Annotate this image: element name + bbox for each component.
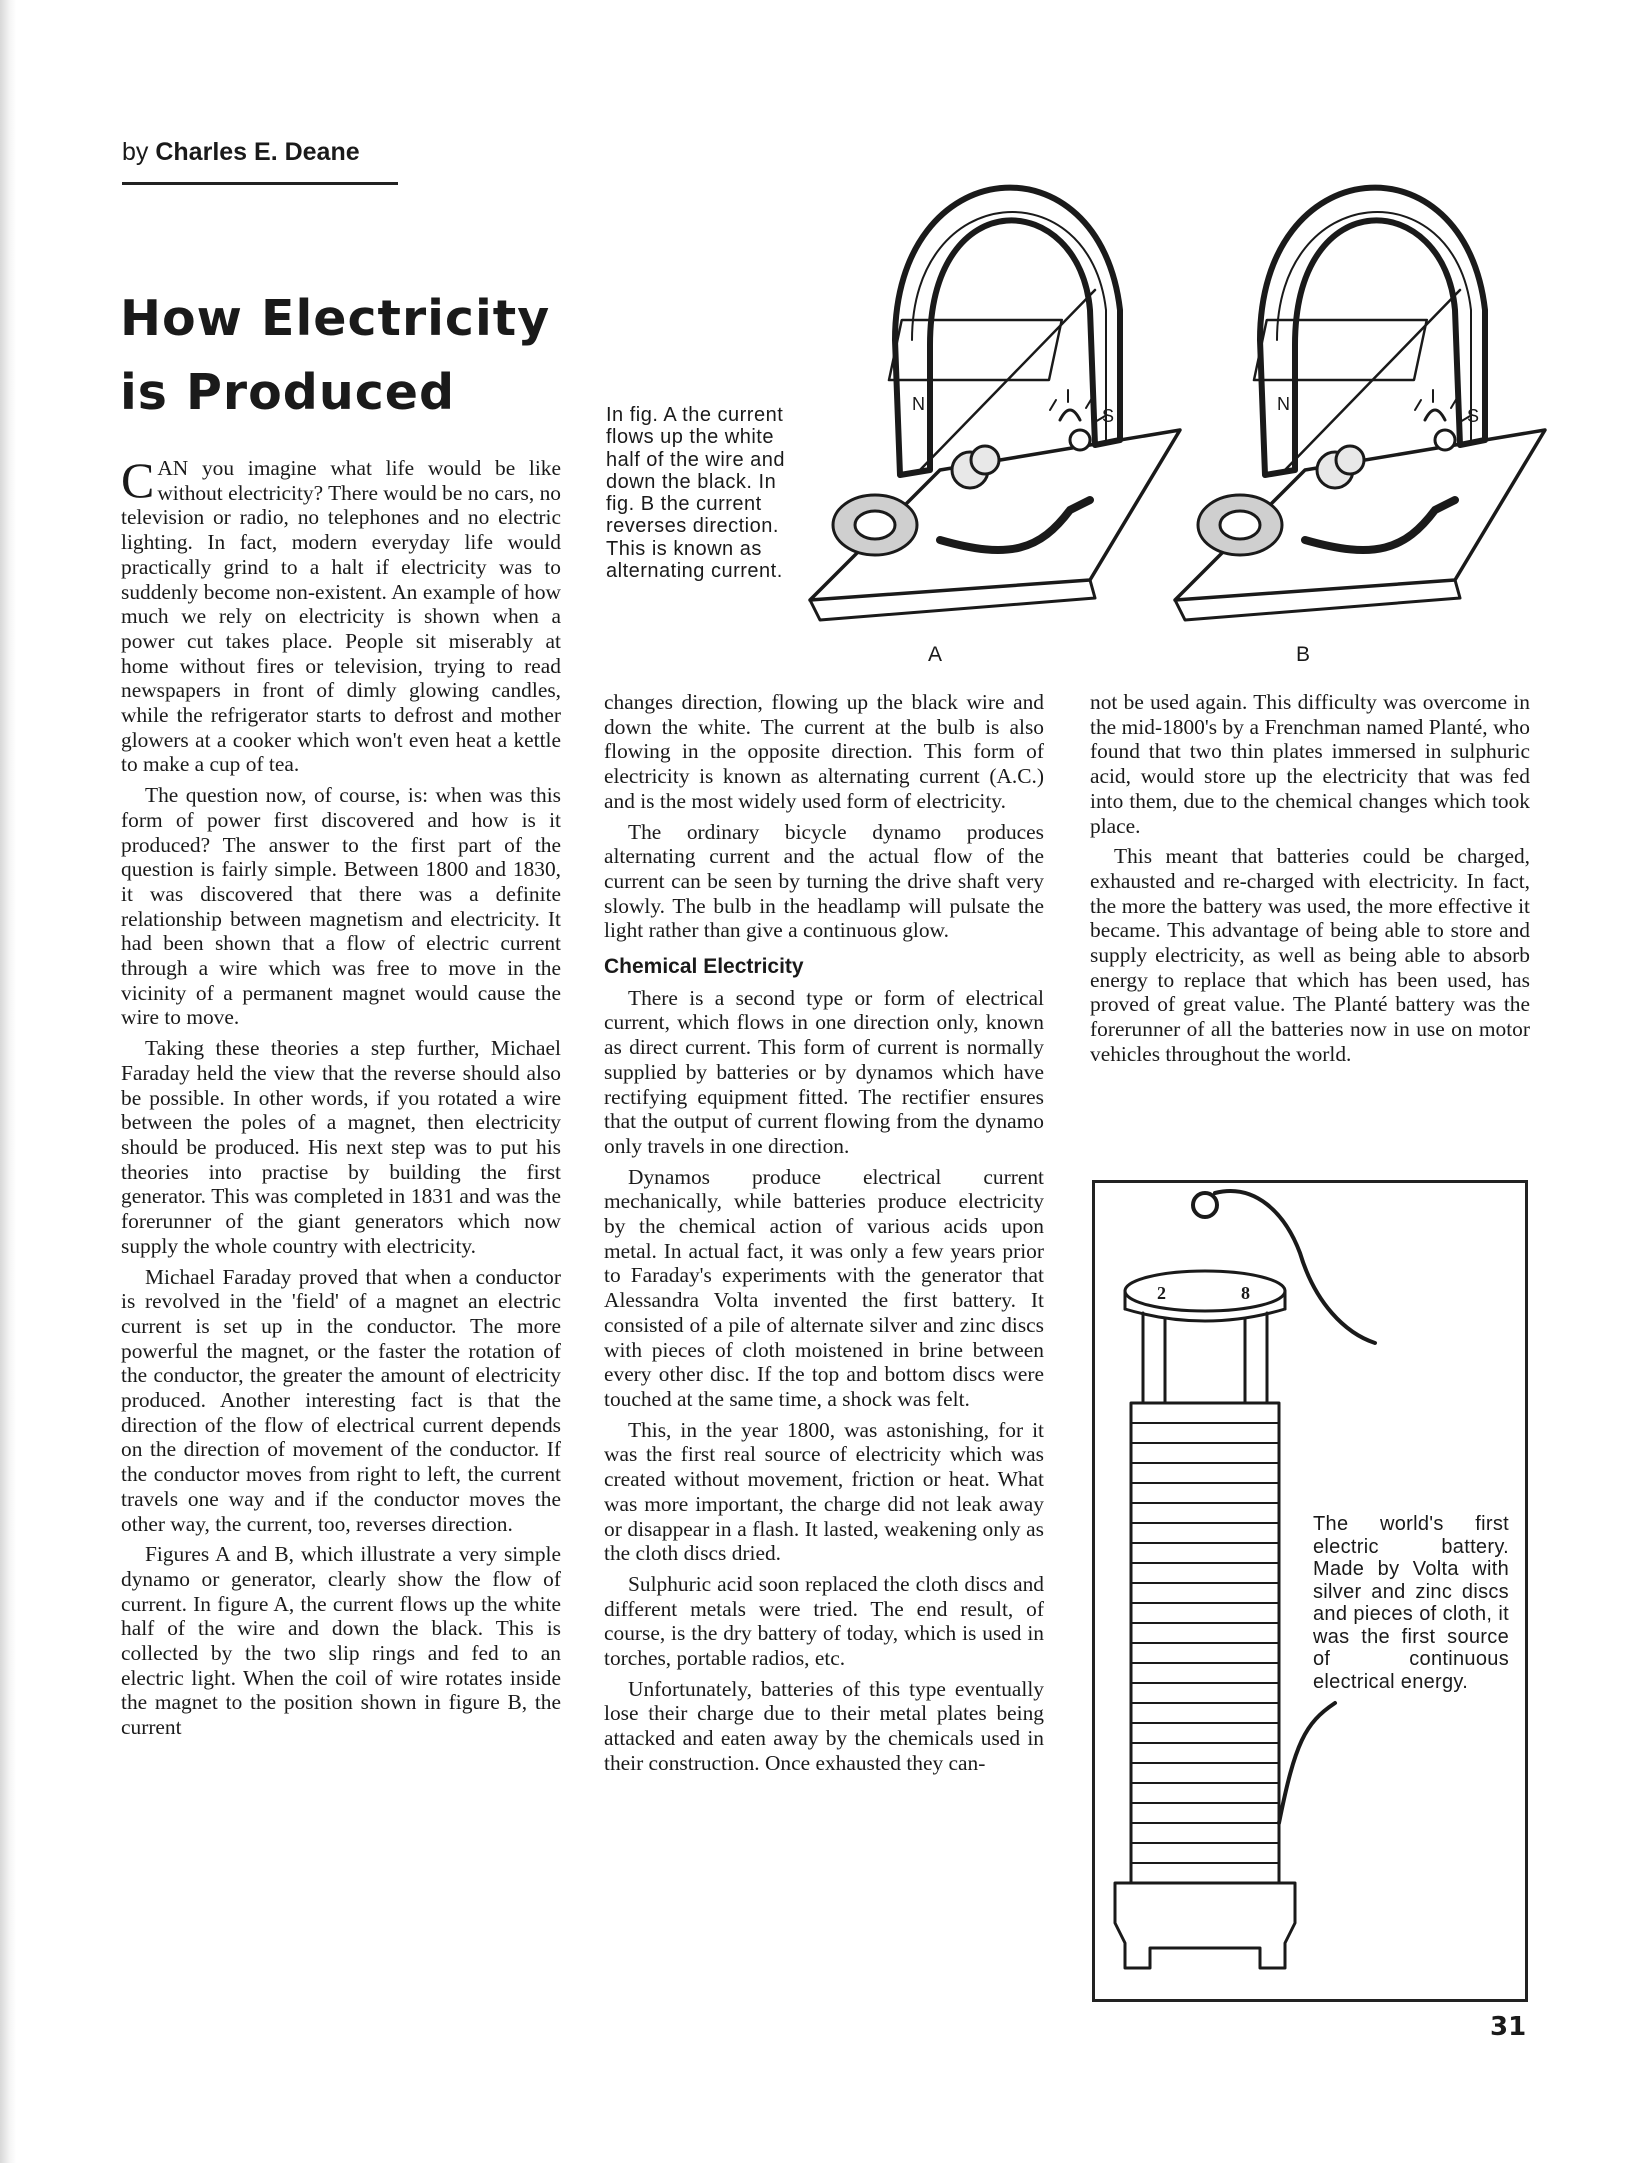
battery-top-mark-left: 2: [1157, 1283, 1166, 1303]
volta-battery-figure: [1092, 1180, 1528, 2002]
paragraph-text: AN you imagine what life would be like without electricity? There would be no cars, no television or radio, no telephones and no electric lighting. In fact, modern everyday life would practically grind to a halt if electricity was to suddenly become non-existent. An example of how much we rely on electricity is shown when a power cut takes place. People sit miserably at home without fires or television, trying to read newspapers in front of dimly glowing candles, while the refrigerator starts to defrost and mother glowers at a cooker which won't even heat a kettle to make a cup of tea.: [121, 456, 561, 777]
dynamo-figure: [790, 140, 1570, 630]
paragraph: Taking these theories a step further, Michael Faraday held the view that the reverse should also be possible. In other words, if you rotated a wire between the poles of a magnet, then electricity should be produced. His next step was to put his theories into practise by building the first generator. This was completed in 1831 and was the forerunner of the giant generators which now supply the whole country with electricity.: [121, 1036, 561, 1258]
dynamo-figure-caption: In fig. A the current flows up the white half of the wire and down the black. In fig. B the current reverses direction. This is known as alternating current.: [606, 404, 785, 583]
paragraph: Michael Faraday proved that when a conductor is revolved in the 'field' of a magnet an electric current is set up in the conductor. The more powerful the magnet, or the faster the rotation of the conductor, the greater the amount of electricity produced. Another interesting fact is that the direction of the flow of electrical current depends on the direction of movement of the conductor. If the conductor moves from right to left, the current travels one way and if the conductor moves the other way, the current, too, reverses direction.: [121, 1264, 561, 1536]
battery-figure-caption: The world's first electric battery. Made by Volta with silver and zinc discs and pieces of cloth, it was the first source of continuous electrical energy.: [1313, 1513, 1509, 1693]
byline-author: Charles E. Deane: [155, 138, 360, 166]
title-line-1: How Electricity: [120, 290, 551, 347]
byline-prefix: by: [122, 138, 149, 166]
byline: [122, 138, 398, 167]
paragraph: [121, 452, 561, 777]
title-line-2: is Produced: [120, 364, 456, 421]
paragraph: Figures A and B, which illustrate a very simple dynamo or generator, clearly show the flow of current. In figure A, the current flows up the white half of the wire and down the black. This is collected by the two slip rings and fed to an electric light. When the coil of wire rotates inside the magnet to the position shown in figure B, the current: [121, 1542, 561, 1740]
article-column-1: [121, 452, 561, 1746]
figure-label-b: B: [1296, 643, 1311, 666]
drop-cap: C: [121, 452, 155, 508]
paragraph: The ordinary bicycle dynamo produces alternating current and the actual flow of the current can be seen by turning the drive shaft very slowly. The bulb in the headlamp will pulsate the light rather than give a continuous glow.: [604, 819, 1044, 943]
article-column-2: [604, 690, 1044, 1782]
paragraph: This, in the year 1800, was astonishing, for it was the first real source of electricity which was created without movement, friction or heat. What was more important, the charge did not leak away or disappear in a flash. It lasted, weakening only as the cloth discs dried.: [604, 1417, 1044, 1566]
paragraph: Unfortunately, batteries of this type eventually lose their charge due to their metal plates being attacked and eaten away by the chemicals used in their construction. Once exhausted they can-: [604, 1676, 1044, 1775]
page-number: 31: [1490, 2012, 1527, 2042]
figure-label-a: A: [928, 643, 943, 666]
article-title: [120, 282, 640, 430]
byline-rule: [122, 182, 398, 185]
magnet-a-south: S: [1102, 406, 1115, 426]
paragraph: This meant that batteries could be charged, exhausted and re-charged with electricity. In fact, the more the battery was used, the more effective it became. This advantage of being able to store and supply electricity, as well as being able to absorb energy to replace that which has been used, has proved of great value. The Planté battery was the forerunner of all the batteries now in use on motor vehicles throughout the world.: [1090, 844, 1530, 1066]
section-heading: Chemical Electricity: [604, 955, 804, 979]
magnet-a-north: N: [912, 394, 925, 414]
magnet-b-south: S: [1467, 406, 1480, 426]
article-column-3: [1090, 690, 1530, 1073]
dynamo-a-illustration: [810, 188, 1180, 620]
paragraph: not be used again. This difficulty was overcome in the mid-1800's by a Frenchman named Planté, who found that two thin plates immersed in sulphuric acid, would store up the electricity that was fed into them, due to the chemical changes which took place.: [1090, 690, 1530, 838]
paragraph: Sulphuric acid soon replaced the cloth discs and different metals were tried. The end result, of course, is the dry battery of today, which is used in torches, portable radios, etc.: [604, 1571, 1044, 1671]
battery-top-mark-right: 8: [1241, 1283, 1250, 1303]
paragraph: Dynamos produce electrical current mechanically, while batteries produce electricity by the chemical action of various acids upon metal. In actual fact, it was only a few years prior to Faraday's experiments with the generator that Alessandra Volta invented the first battery. It consisted of a pile of alternate silver and zinc discs with pieces of cloth moistened in brine between every other disc. If the top and bottom discs were touched at the same time, a shock was felt.: [604, 1164, 1044, 1411]
paragraph: The question now, of course, is: when was this form of power first discovered and how is it produced? The answer to the first part of the question is fairly simple. Between 1800 and 1830, it was discovered that there was a definite relationship between magnetism and electricity. It had been shown that a flow of electric current through a wire which was free to move in the vicinity of a permanent magnet would cause the wire to move.: [121, 783, 561, 1030]
dynamo-b-illustration: [1175, 188, 1545, 620]
paragraph: changes direction, flowing up the black wire and down the white. The current at the bulb is also flowing in the opposite direction. This form of electricity is known as alternating current (A.C.) and is the most widely used form of electricity.: [604, 690, 1044, 813]
magnet-b-north: N: [1277, 394, 1290, 414]
paragraph: There is a second type or form of electrical current, which flows in one direction only, known as direct current. This form of current is normally supplied by batteries or by dynamos which have rectifying equipment fitted. The rectifier ensures that the output of current flowing from the dynamo only travels in one direction.: [604, 985, 1044, 1158]
page-edge-shadow: [0, 0, 16, 2163]
